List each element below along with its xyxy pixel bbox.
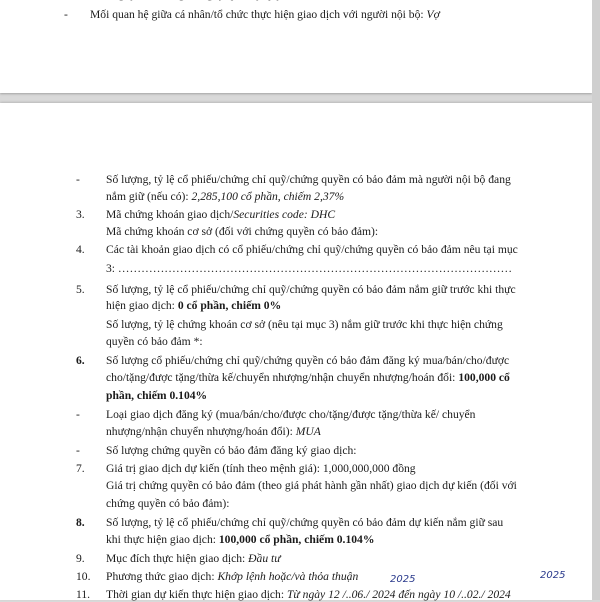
item8-line-b: khi thực hiện giao dịch: 100,000 cổ phần, chiếm 0.104% bbox=[106, 533, 375, 546]
item-number: 4. bbox=[76, 243, 85, 256]
item5-sub-a: Số lượng, tỷ lệ chứng khoán cơ sở (nêu tại mục 3) nắm giữ trước khi thực hiện chứng bbox=[106, 318, 503, 331]
item-number: 3. bbox=[76, 208, 85, 221]
item7-line: Giá trị giao dịch dự kiến (tính theo mệnh giá): 1,000,000,000 đồng bbox=[106, 462, 416, 475]
item6-line-b: cho/tặng/được tặng/thừa kế/chuyển nhượng/nhận chuyển nhượng/hoán đổi: 100,000 cổ bbox=[106, 371, 510, 384]
type-line-b: nhượng/nhận chuyển nhượng/hoán đổi): MUA bbox=[106, 425, 321, 438]
bullet: - bbox=[76, 173, 80, 186]
item11-line: Thời gian dự kiến thực hiện giao dịch: Từ ngày 12 /..06./ 2024 đến ngày 10 /..02./ 2024 bbox=[106, 588, 511, 601]
item5-sub-b: quyền có bảo đảm *: bbox=[106, 335, 203, 348]
handwritten-year: 2025 bbox=[390, 574, 416, 585]
item7-sub-b: chứng quyền có bảo đảm): bbox=[106, 497, 230, 510]
held-qty-line-b: nắm giữ (nếu có): 2,285,100 cổ phần, chiếm 2,37% bbox=[106, 190, 345, 203]
bullet: - bbox=[76, 444, 80, 457]
item-number: 8. bbox=[76, 516, 85, 529]
top-line-2: Mối quan hệ giữa cá nhân/tổ chức thực hiện giao dịch với người nội bộ: Vợ bbox=[90, 8, 440, 21]
item3-sub: Mã chứng khoán cơ sở (đối với chứng quyền có bảo đảm): bbox=[106, 225, 379, 238]
item4-line-a: Các tài khoản giao dịch có cổ phiếu/chứng chỉ quỹ/chứng quyền có bảo đảm nêu tại mục bbox=[106, 243, 518, 256]
page-edge bbox=[592, 0, 600, 600]
item-number: 9. bbox=[76, 552, 85, 565]
handwritten-year: 2025 bbox=[540, 570, 566, 581]
item-number: 7. bbox=[76, 462, 85, 475]
type-line-a: Loại giao dịch đăng ký (mua/bán/cho/được cho/tặng/được tặng/thừa kế/ chuyển bbox=[106, 408, 476, 421]
item10-line: Phương thức giao dịch: Khớp lệnh hoặc/và thỏa thuận bbox=[106, 570, 359, 583]
item-number: 5. bbox=[76, 283, 85, 296]
bullet: - bbox=[76, 408, 80, 421]
item7-sub-a: Giá trị chứng quyền có bảo đảm (theo giá phát hành gần nhất) giao dịch dự kiến (đối với bbox=[106, 479, 517, 492]
top-line-1 bbox=[90, 0, 375, 2]
item-number: 10. bbox=[76, 570, 91, 583]
item3-line: Mã chứng khoán giao dịch/Securities code: DHC bbox=[106, 208, 336, 221]
item-number: 11. bbox=[76, 588, 91, 601]
previous-page bbox=[0, 0, 592, 93]
item6-line-c: phần, chiếm 0.104% bbox=[106, 389, 208, 402]
top-line-2-bullet: - bbox=[64, 8, 68, 21]
item8-line-a: Số lượng, tỷ lệ cổ phiếu/chứng chỉ quỹ/chứng quyền có bảo đảm dự kiến nắm giữ sau bbox=[106, 516, 504, 529]
item9-line: Mục đích thực hiện giao dịch: Đầu tư bbox=[106, 552, 281, 565]
item5-line-b: hiện giao dịch: 0 cổ phần, chiếm 0% bbox=[106, 299, 282, 312]
item6-line-a: Số lượng cổ phiếu/chứng chỉ quỹ/chứng quyền có bảo đảm đăng ký mua/bán/cho/được bbox=[106, 354, 510, 367]
item5-line-a: Số lượng, tỷ lệ cổ phiếu/chứng chỉ quỹ/chứng quyền có bảo đảm nắm giữ trước khi thực bbox=[106, 283, 516, 296]
held-qty-line-a: Số lượng, tỷ lệ cổ phiếu/chứng chỉ quỹ/chứng quyền có bảo đảm mà người nội bộ đang bbox=[106, 173, 511, 186]
cw-qty-line: Số lượng chứng quyền có bảo đảm đăng ký giao dịch: bbox=[106, 444, 357, 457]
item4-line-b: 3: ………………………………………………………………………………………… bbox=[106, 262, 513, 275]
item-number: 6. bbox=[76, 354, 85, 367]
